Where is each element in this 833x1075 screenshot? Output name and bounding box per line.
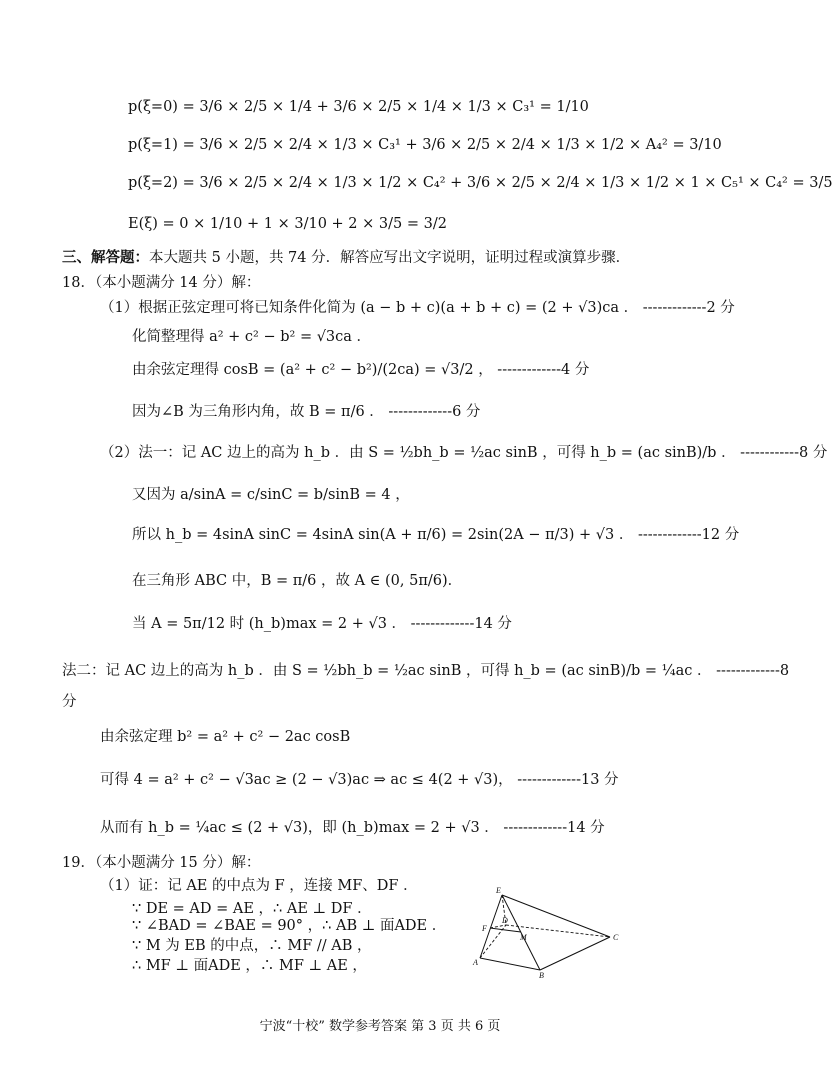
segment-FD — [490, 925, 506, 928]
section-heading-label: 三、解答题： — [62, 249, 149, 266]
q18-p2-line1: （2）法一：记 AC 边上的高为 h_b ．由 S = ½bh_b = ½ac sinB ，可得 h_b = (ac sinB)/b ． ------------8 分 — [100, 445, 828, 461]
q19-line4: ∵ M 为 EB 的中点，∴ MF // AB ， — [132, 938, 372, 954]
label-F: F — [482, 924, 487, 933]
q18-heading: 18．（本小题满分 14 分）解： — [62, 275, 261, 291]
pyramid-figure — [470, 885, 630, 980]
label-D: D — [502, 916, 508, 925]
q18-p2-line4: 在三角形 ABC 中，B = π/6 ，故 A ∈ (0, 5π/6)． — [132, 573, 463, 589]
section-heading — [62, 248, 630, 268]
q18-m2-line2: 由余弦定理 b² = a² + c² − 2ac cosB — [100, 729, 351, 745]
q19-line5: ∴ MF ⊥ 面ADE ，∴ MF ⊥ AE ， — [132, 958, 367, 974]
prob-line-0: p(ξ=0) = 3/6 × 2/5 × 1/4 + 3/6 × 2/5 × 1/4 × 1/3 × C₃¹ = 1/10 — [128, 99, 589, 115]
q18-m2-line1b: 分 — [62, 694, 77, 710]
q18-m2-line4: 从而有 h_b = ¼ac ≤ (2 + √3)，即 (h_b)max = 2 + √3 ． -------------14 分 — [100, 820, 605, 836]
prob-line-2: p(ξ=2) = 3/6 × 2/5 × 2/4 × 1/3 × 1/2 × C₄² + 3/6 × 2/5 × 2/4 × 1/3 × 1/2 × 1 × C₅¹ × C₄² = 3/5 — [128, 175, 833, 191]
q18-m2-line3: 可得 4 = a² + c² − √3ac ≥ (2 − √3)ac ⇒ ac ≤ 4(2 + √3)， -------------13 分 — [100, 772, 619, 788]
q18-m2-line1: 法二：记 AC 边上的高为 h_b ．由 S = ½bh_b = ½ac sinB ，可得 h_b = (ac sinB)/b = ¼ac ． -------------8 — [62, 663, 790, 679]
q19-line1: （1）证：记 AE 的中点为 F ，连接 MF、DF ． — [100, 878, 418, 894]
q18-p1-line2: 化简整理得 a² + c² − b² = √3ca ． — [132, 329, 372, 345]
label-E: E — [496, 886, 501, 895]
page-footer: 宁波“十校” 数学参考答案 第 3 页 共 6 页 — [259, 1019, 501, 1034]
q19-heading: 19．（本小题满分 15 分）解： — [62, 855, 261, 871]
edge-AB — [480, 958, 540, 970]
q18-p1-line4: 因为∠B 为三角形内角，故 B = π/6 ． -------------6 分 — [132, 404, 481, 420]
section-heading-text: 本大题共 5 小题，共 74 分．解答应写出文字说明，证明过程或演算步骤． — [149, 250, 631, 266]
q19-line2: ∵ DE = AD = AE ，∴ AE ⊥ DF ． — [132, 901, 372, 917]
q18-p1-line1: （1）根据正弦定理可将已知条件化简为 (a − b + c)(a + b + c) = (2 + √3)ca ． -------------2 分 — [100, 300, 735, 316]
label-M: M — [520, 933, 527, 942]
label-B: B — [539, 971, 544, 980]
edge-BC — [540, 937, 610, 970]
label-A: A — [473, 958, 478, 967]
q18-p2-line5: 当 A = 5π/12 时 (h_b)max = 2 + √3 ． -------------14 分 — [132, 616, 512, 632]
q18-p2-line2: 又因为 a/sinA = c/sinC = b/sinB = 4 ， — [132, 487, 410, 503]
q18-p2-line3: 所以 h_b = 4sinA sinC = 4sinA sin(A + π/6) = 2sin(2A − π/3) + √3 ． -------------12 分 — [132, 527, 740, 543]
q18-p1-line3: 由余弦定理得 cosB = (a² + c² − b²)/(2ca) = √3/2 ， -------------4 分 — [132, 362, 590, 378]
q19-line3: ∵ ∠BAD = ∠BAE = 90° ，∴ AB ⊥ 面ADE ． — [132, 918, 447, 934]
label-C: C — [613, 933, 619, 942]
expectation-line: E(ξ) = 0 × 1/10 + 1 × 3/10 + 2 × 3/5 = 3/2 — [128, 216, 447, 232]
segment-FM — [490, 928, 521, 932]
prob-line-1: p(ξ=1) = 3/6 × 2/5 × 2/4 × 1/3 × C₃¹ + 3/6 × 2/5 × 2/4 × 1/3 × 1/2 × A₄² = 3/10 — [128, 137, 722, 153]
